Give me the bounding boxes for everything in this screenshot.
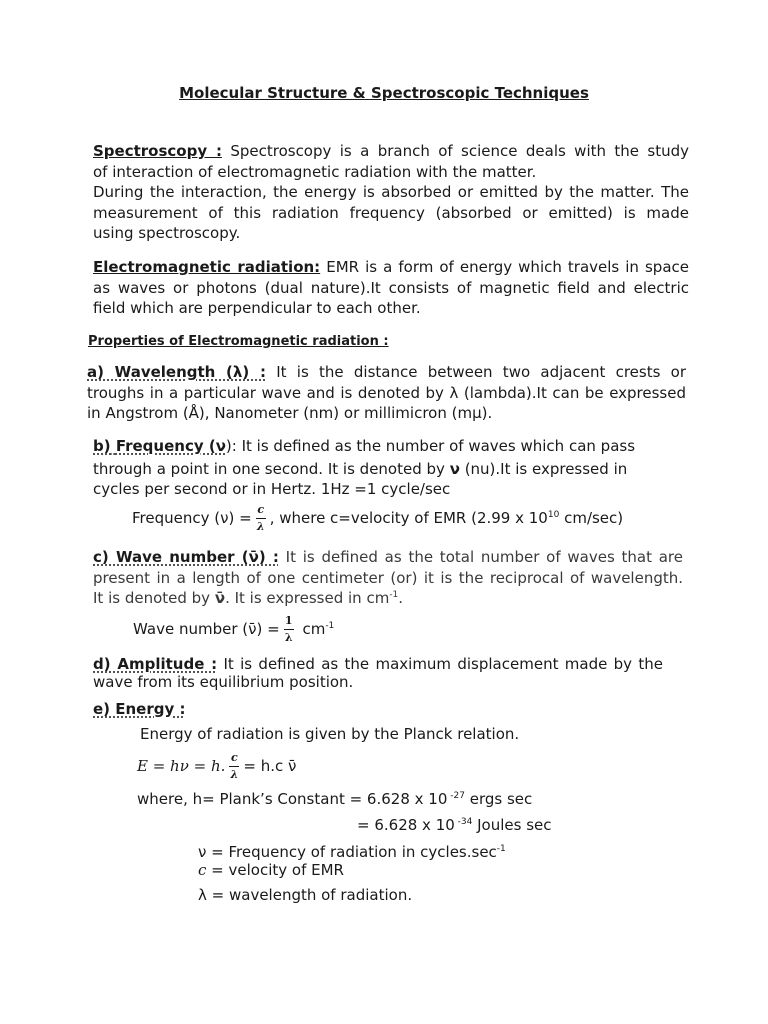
planck-constant-joules: = 6.628 x 10 $^{-34}$ Joules sec: [357, 816, 552, 834]
definition-nu: ν = Frequency of radiation in $cycles.\sec^{-1}$: [198, 843, 506, 861]
spectroscopy-line-4: measurement of this radiation frequency (absorbed or emitted) is made: [93, 203, 689, 222]
emr-line-1: EMR is a form of energy which travels in space: [320, 258, 689, 276]
c-over-lambda-fraction-energy: $\frac{c}{\lambda}$: [230, 751, 239, 781]
wavenumber-line-2: present in a length of one centimeter (or) it is the reciprocal of wavelength.: [93, 568, 683, 587]
wavenumber-line-3: It is denoted by: [93, 589, 211, 607]
frequency-line-3: cycles per second or in Hertz. 1Hz =1 cycle/sec: [93, 480, 451, 498]
amplitude-paragraph: [93, 655, 663, 691]
amplitude-line-1: It is defined as the maximum displacement made by the: [217, 655, 663, 673]
wavelength-paragraph: [87, 362, 686, 424]
planck-constant-ergs: where, h= Plank’s Constant = 6.628 x 10 $^{-27}$ ergs sec: [137, 790, 533, 808]
frequency-paragraph: b) Frequency (ν): It is defined as the number of waves which can pass through a point in one second. It is denoted by ν (nu).It is expressed in cycles per second or in Hertz. 1Hz =1 cycle/sec: [93, 436, 663, 500]
wavenumber-formula: Wave number (ν̄) = $\frac{1}{\lambda}$ $cm^{-1}$: [133, 614, 335, 644]
wavelength-line-3: in Angstrom (Å), Nanometer (nm) or millimicron (mμ).: [87, 404, 493, 422]
wavelength-label: a) Wavelength (λ) :: [87, 363, 266, 381]
frequency-line-1: : It is defined as the number of waves which can pass: [231, 437, 636, 455]
definition-lambda: λ = wavelength of radiation.: [198, 886, 413, 904]
frequency-formula: Frequency (ν) = $\frac{c}{\lambda}$ , where c=velocity of EMR (2.99 x $10^{10}$ cm/sec): [132, 503, 624, 533]
wavelength-line-1: It is the distance between two adjacent crests or: [265, 363, 686, 381]
nu-bar-symbol: ν̄: [214, 589, 226, 607]
emr-line-3: field which are perpendicular to each other.: [93, 299, 421, 317]
wavelength-line-2: troughs in a particular wave and is denoted by λ (lambda).It can be expressed: [87, 383, 686, 402]
definition-c: c = velocity of EMR: [198, 861, 344, 879]
frequency-label: b) Frequency (ν: [93, 437, 226, 455]
spectroscopy-label: Spectroscopy :: [93, 142, 222, 160]
wavenumber-label: c) Wave number (ν̄) :: [93, 548, 279, 566]
c-over-lambda-fraction: $\frac{c}{\lambda}$: [256, 503, 265, 533]
amplitude-label: d) Amplitude :: [93, 655, 218, 673]
page-title: Molecular Structure & Spectroscopic Techniques: [179, 84, 589, 102]
spectroscopy-paragraph: [93, 141, 689, 244]
properties-heading: Properties of Electromagnetic radiation :: [88, 334, 389, 349]
frequency-line-2: through a point in one second. It is denoted by: [93, 459, 445, 478]
frequency-line-2b: (nu).It is expressed in: [464, 459, 628, 478]
spectroscopy-line-2: of interaction of electromagnetic radiation with the matter.: [93, 162, 537, 181]
planck-formula: E = hν = h. $\frac{c}{\lambda}$ = h.c ν̄: [137, 751, 297, 781]
spectroscopy-line-1: Spectroscopy is a branch of science deals with the study: [221, 142, 689, 160]
nu-symbol: ν: [449, 459, 460, 478]
wavenumber-line-1: It is defined as the total number of waves that are: [278, 548, 683, 566]
emr-label: Electromagnetic radiation:: [93, 258, 321, 276]
spectroscopy-line-5: using spectroscopy.: [93, 224, 241, 242]
one-over-lambda-fraction: $\frac{1}{\lambda}$: [284, 614, 293, 644]
energy-intro: Energy of radiation is given by the Planck relation.: [140, 725, 520, 743]
spectroscopy-line-3: During the interaction, the energy is absorbed or emitted by the matter. The: [93, 183, 689, 201]
wavenumber-paragraph: c) Wave number (ν̄) : It is defined as the total number of waves that are present in a length of one centimeter (or) it is the reciprocal of wavelength. It is denoted by ν̄. It is expressed in $cm^{-1}$.: [93, 548, 683, 607]
emr-paragraph: [93, 257, 689, 319]
energy-label: e) Energy :: [93, 700, 186, 718]
amplitude-line-2: wave from its equilibrium position.: [93, 673, 354, 691]
emr-line-2: as waves or photons (dual nature).It consists of magnetic field and electric: [93, 278, 689, 297]
